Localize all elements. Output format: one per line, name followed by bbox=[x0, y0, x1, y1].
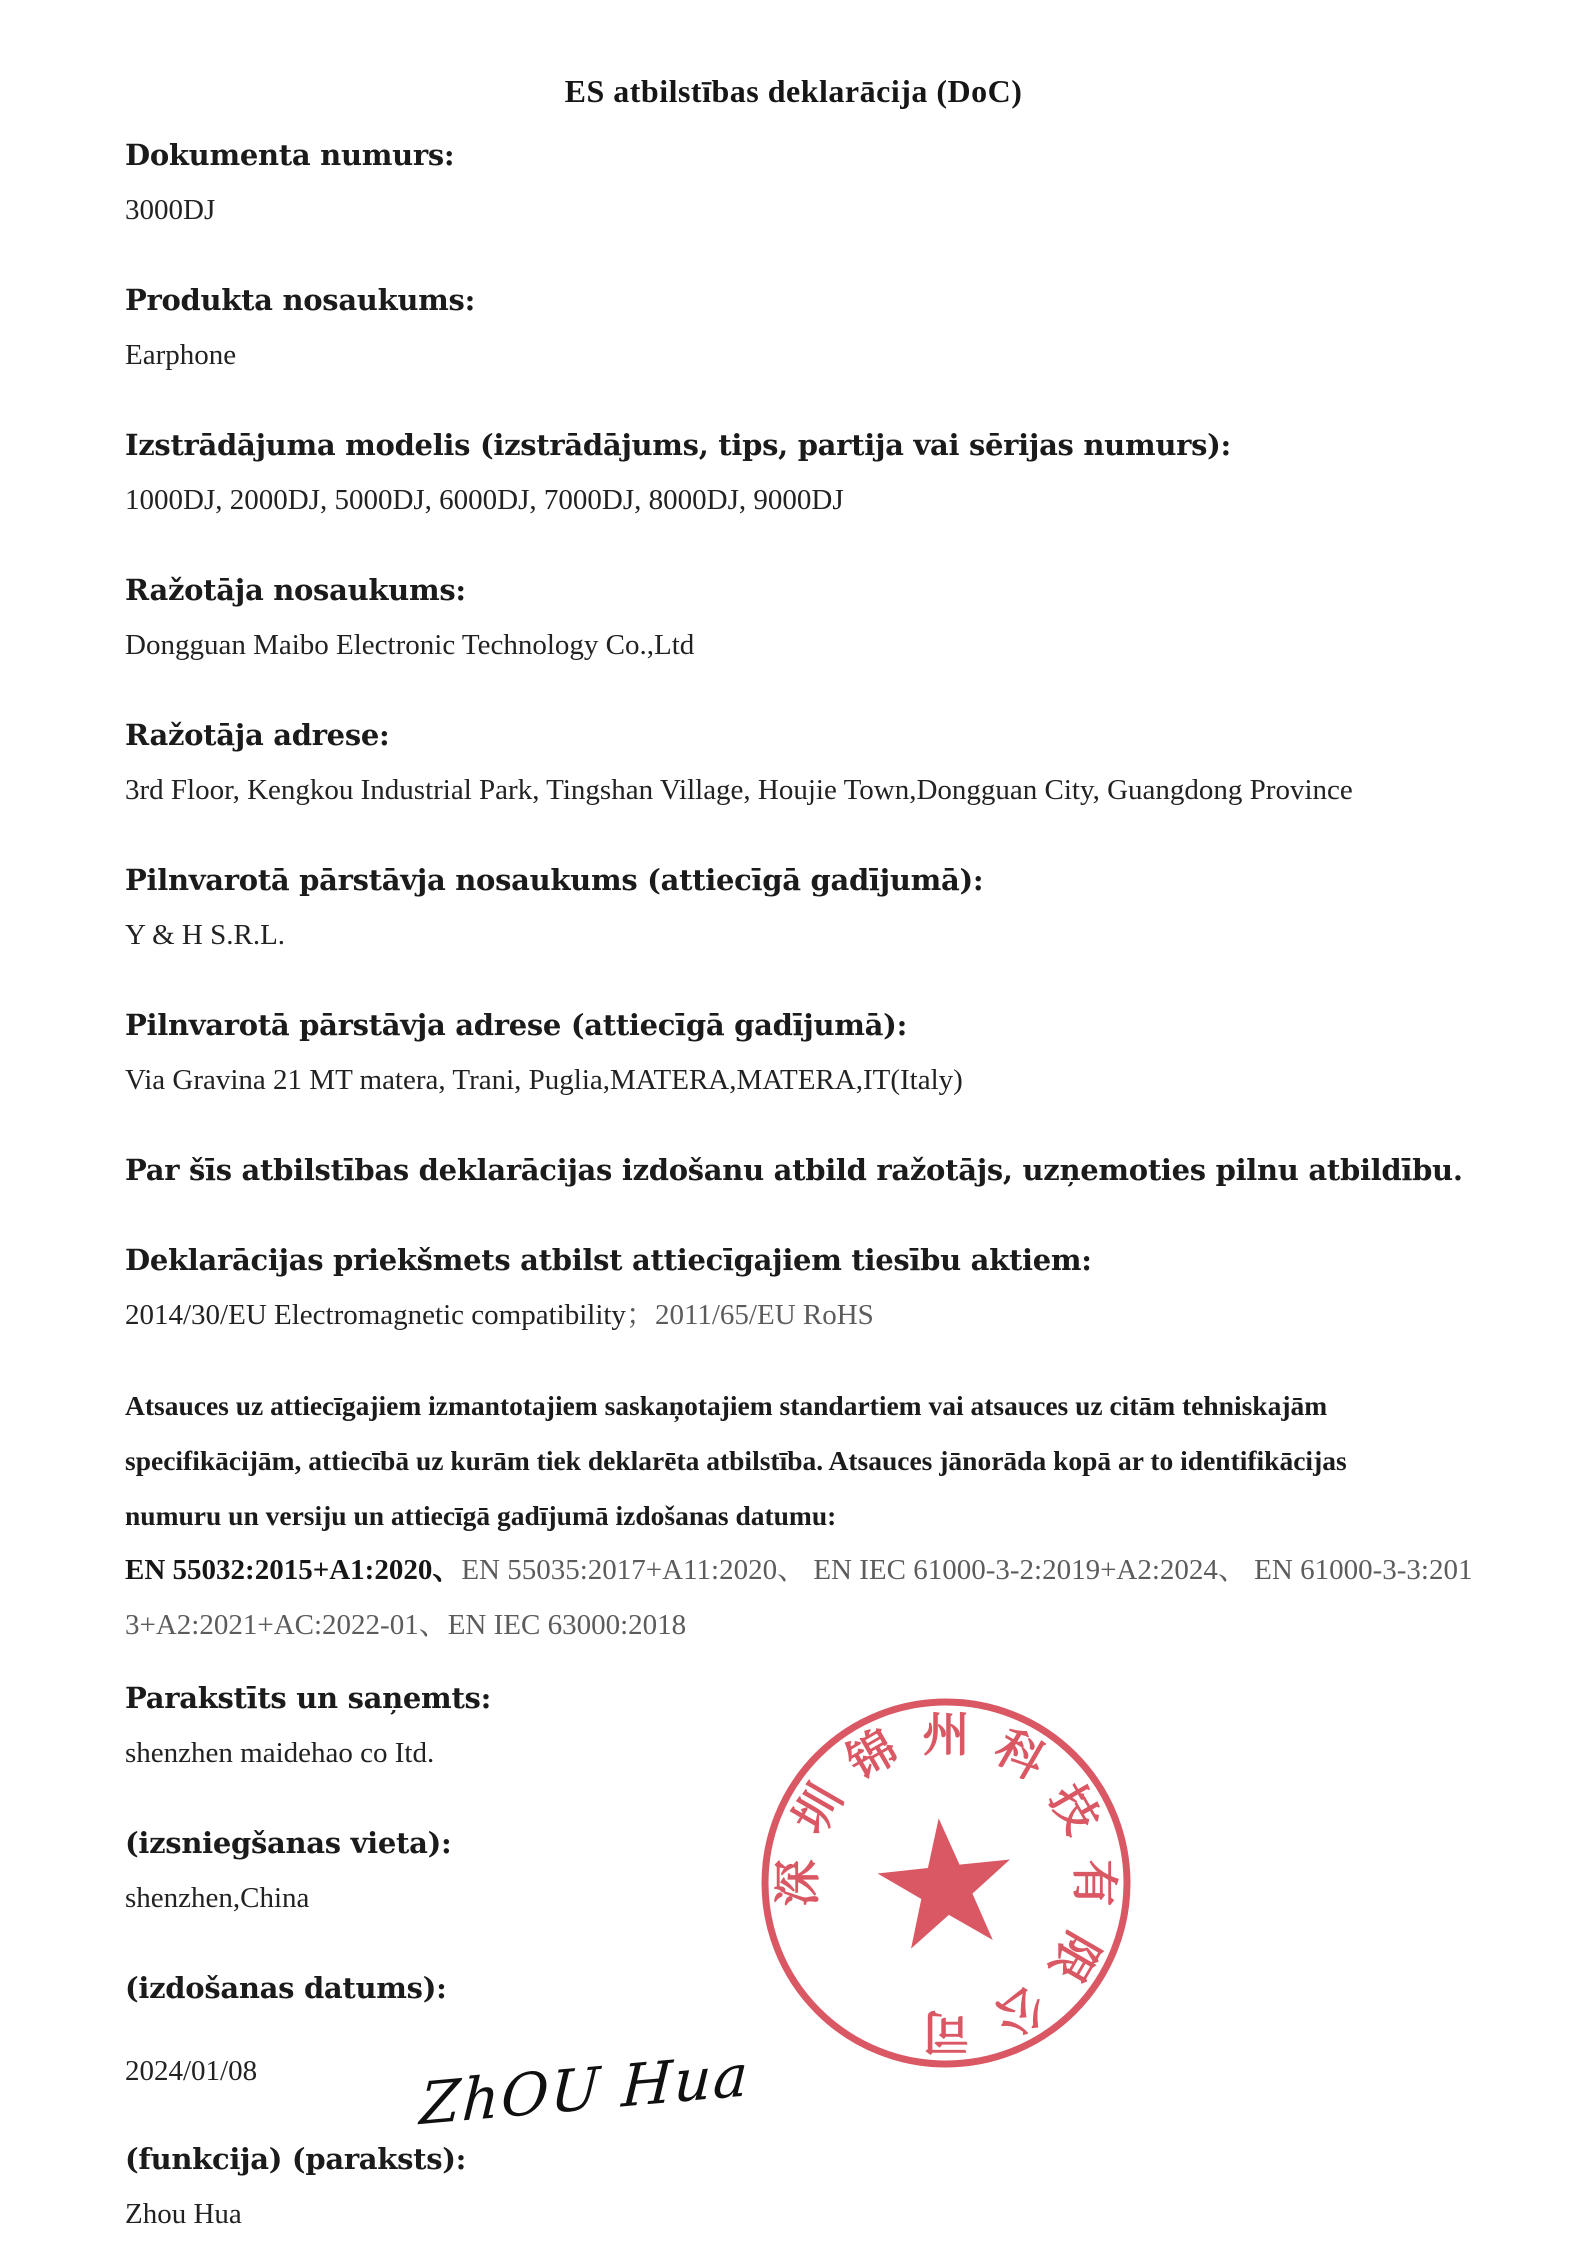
svg-text:限: 限 bbox=[1038, 1922, 1110, 1991]
field-standards bbox=[125, 1378, 1473, 1653]
company-stamp bbox=[746, 1683, 1146, 2083]
legislation-separator: ； bbox=[625, 1299, 655, 1331]
standards-label-line1: Atsauces uz attiecīgajiem izmantotajiem saskaņotajiem standartiem vai atsauces uz citām tehniskajām bbox=[125, 1390, 1328, 1421]
manufacturer-address-label: Ražotāja adrese: bbox=[125, 718, 390, 752]
standards-line1-rest: EN 55035:2017+A11:2020、 EN IEC 61000-3-2:2019+A2:2024、 EN 61000-3-3:201 bbox=[461, 1554, 1473, 1586]
standards-value-line2: 3+A2:2021+AC:2022-01、EN IEC 63000:2018 bbox=[125, 1609, 687, 1641]
signatory-name: Zhou Hua bbox=[125, 2198, 242, 2230]
issue-date-value: 2024/01/08 bbox=[125, 2055, 258, 2087]
legislation-value bbox=[125, 1288, 1462, 1343]
field-manufacturer-name bbox=[125, 563, 1462, 673]
svg-text:深: 深 bbox=[771, 1859, 826, 1907]
issue-date-label: (izdošanas datums): bbox=[125, 1971, 447, 2005]
field-product-name bbox=[125, 273, 1462, 383]
model-value: 1000DJ, 2000DJ, 5000DJ, 6000DJ, 7000DJ, 8000DJ, 9000DJ bbox=[125, 484, 844, 516]
field-model bbox=[125, 418, 1462, 528]
standards-first-item: EN 55032:2015+A1:2020、 bbox=[125, 1554, 462, 1586]
signature-handwriting: ZhOU Hua bbox=[418, 2040, 752, 2139]
field-legislation bbox=[125, 1233, 1462, 1343]
legislation-label: Deklarācijas priekšmets atbilst attiecīgajiem tiesību aktiem: bbox=[125, 1243, 1092, 1277]
responsibility-statement-block bbox=[125, 1143, 1462, 1198]
manufacturer-name-label: Ražotāja nosaukums: bbox=[125, 573, 466, 607]
stamp-star bbox=[872, 1811, 1018, 1951]
representative-address-label: Pilnvarotā pārstāvja adrese (attiecīgā gadījumā): bbox=[125, 1008, 907, 1042]
legislation-secondary: 2011/65/EU RoHS bbox=[654, 1299, 874, 1331]
signed-for-label: Parakstīts un saņemts: bbox=[125, 1681, 491, 1715]
legislation-primary: 2014/30/EU Electromagnetic compatibility bbox=[125, 1299, 626, 1331]
signed-for-value: shenzhen maidehao co Itd. bbox=[125, 1737, 435, 1769]
document-number-label: Dokumenta numurs: bbox=[125, 138, 455, 172]
page-title: ES atbilstības deklarācija (DoC) bbox=[564, 73, 1023, 109]
field-representative-name bbox=[125, 853, 1462, 963]
product-name-label: Produkta nosaukums: bbox=[125, 283, 475, 317]
issue-place-value: shenzhen,China bbox=[125, 1882, 310, 1914]
document-number-value: 3000DJ bbox=[125, 194, 216, 226]
field-representative-address bbox=[125, 998, 1462, 1108]
svg-text:有: 有 bbox=[1066, 1859, 1121, 1907]
representative-name-value: Y & H S.R.L. bbox=[125, 919, 286, 951]
field-manufacturer-address bbox=[125, 708, 1462, 818]
field-document-number bbox=[125, 128, 1462, 238]
svg-text:公: 公 bbox=[985, 1975, 1054, 2047]
svg-text:司: 司 bbox=[922, 2003, 970, 2058]
standards-label-line2: specifikācijām, attiecībā uz kurām tiek deklarēta atbilstība. Atsauces jānorāda kopā ar to identifikācijas bbox=[125, 1445, 1347, 1476]
standards-value-line1 bbox=[125, 1543, 1473, 1598]
function-signature-label: (funkcija) (paraksts): bbox=[125, 2142, 467, 2176]
issue-place-label: (izsniegšanas vieta): bbox=[125, 1826, 452, 1860]
svg-text:圳: 圳 bbox=[782, 1775, 854, 1844]
responsibility-statement: Par šīs atbilstības deklarācijas izdošanu atbild ražotājs, uzņemoties pilnu atbildību. bbox=[125, 1153, 1463, 1187]
representative-name-label: Pilnvarotā pārstāvja nosaukums (attiecīgā gadījumā): bbox=[125, 863, 984, 897]
standards-label-line3: numuru un versiju un attiecīgā gadījumā izdošanas datumu: bbox=[125, 1500, 837, 1531]
product-name-value: Earphone bbox=[125, 339, 237, 371]
svg-text:技: 技 bbox=[1038, 1775, 1110, 1844]
svg-text:科: 科 bbox=[985, 1719, 1054, 1791]
representative-address-value: Via Gravina 21 MT matera, Trani, Puglia,MATERA,MATERA,IT(Italy) bbox=[125, 1064, 963, 1096]
model-label: Izstrādājuma modelis (izstrādājums, tips, partija vai sērijas numurs): bbox=[125, 428, 1231, 462]
svg-text:锦: 锦 bbox=[838, 1719, 907, 1791]
manufacturer-address-value: 3rd Floor, Kengkou Industrial Park, Tingshan Village, Houjie Town,Dongguan City, Guangdong Province bbox=[125, 774, 1353, 806]
manufacturer-name-value: Dongguan Maibo Electronic Technology Co.,Ltd bbox=[125, 629, 695, 661]
svg-text:州: 州 bbox=[922, 1708, 970, 1763]
